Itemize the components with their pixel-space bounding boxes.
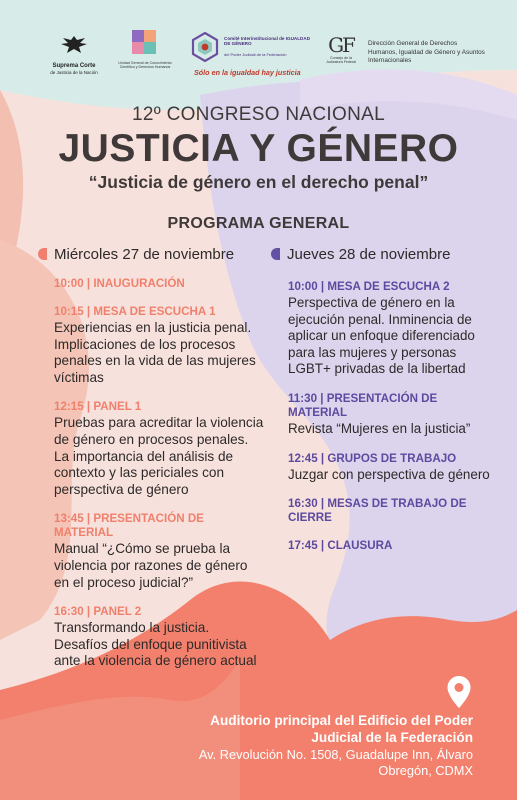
event-time-label: 16:30 | PANEL 2 [54,605,142,619]
ug-logo [116,30,174,70]
event-time-label: 12:45 | GRUPOS DE TRABAJO [288,451,457,465]
event-time-label: 12:15 | PANEL 1 [54,400,142,414]
event-description: Perspectiva de género en la ejecución penal. Inminencia de aplicar un enfoque diferenciado para las mujeres y personas LGBT+ privadas de la libertad [288,295,475,377]
event-time-label: 10:15 | MESA DE ESCUCHA 1 [54,305,216,318]
ug-text: Unidad General de Conocimiento Científico y Derechos Humanos [118,61,172,70]
schedule-item [288,452,498,484]
ug-mark-icon [126,30,164,54]
day-label: Miércoles 27 de noviembre [54,246,235,263]
scjn-subname: de Justicia de la Nación [50,70,98,75]
schedule-item [288,539,498,553]
congress-heading: 12º CONGRESO NACIONAL [132,104,385,125]
event-description: Manual “¿Cómo se prueba la violencia por razones de género en el proceso judicial?” [54,541,248,590]
event-description: Juzgar con perspectiva de género [288,466,490,482]
schedule-item [288,392,498,438]
day-heading-thursday [271,246,450,263]
schedule-wednesday [54,277,266,684]
gf-logo [324,34,358,65]
venue-name: Auditorio principal del Edificio del Poder Judicial de la Federación [210,713,473,745]
day-label: Jueves 28 de noviembre [287,246,451,263]
schedule-item [288,280,498,378]
schedule-item [54,605,266,670]
half-circle-icon [38,248,47,260]
page-subtitle: “Justicia de género en el derecho penal” [88,172,429,192]
schedule-item [54,305,266,386]
schedule-item [54,277,266,291]
schedule-item [54,512,266,591]
venue-address: Av. Revolución No. 1508, Guadalupe Inn, Álvaro Obregón, CDMX [198,747,473,778]
event-description: Transformando la justicia. Desafíos del enfoque punitivista ante la violencia de género actual [54,620,257,669]
cig-logo [190,32,310,80]
event-time-label: 13:45 | PRESENTACIÓN DE MATERIAL [54,512,204,540]
event-description: Experiencias en la justicia penal. Implicaciones de los procesos penales en la vida de las mujeres víctimas [54,320,256,385]
dg-text: Dirección General de Derechos Humanos, Igualdad de Género y Asuntos Internacionales [368,40,485,64]
event-description: Revista “Mujeres en la justicia” [288,420,471,436]
schedule-item [288,497,498,525]
event-description: Pruebas para acreditar la violencia de género en procesos penales. La importancia del análisis de contexto y las periciales con perspectiva de género [54,415,264,497]
scjn-eagle-logo [59,34,89,56]
scjn-name: Suprema Corte [52,63,96,69]
half-circle-icon [271,248,280,260]
cig-slogan: Sólo en la igualdad hay justicia [194,68,301,77]
day-heading-wednesday [38,246,234,263]
venue-info [173,712,473,779]
event-time-label: 16:30 | MESAS DE TRABAJO DE CIERRE [288,497,467,525]
scjn-logo [44,34,104,75]
event-time-label: 10:00 | MESA DE ESCUCHA 2 [288,280,450,293]
gf-text: Consejo de la Judicatura Federal [326,56,356,65]
cig-hex-icon [190,32,220,62]
logo-bar [0,28,517,84]
event-time-label: 10:00 | INAUGURACIÓN [54,277,185,290]
schedule-item [54,400,266,498]
cig-name: Comité Interinstitucional de IGUALDAD DE GÉNERO [224,36,311,47]
program-heading: PROGRAMA GENERAL [167,215,350,232]
page-title: JUSTICIA Y GÉNERO [58,127,459,170]
event-time-label: 11:30 | PRESENTACIÓN DE MATERIAL [288,391,438,419]
cig-subname: del Poder Judicial de la Federación [224,52,287,57]
gf-mark: GF [328,33,354,57]
location-pin-icon [446,675,472,709]
event-time-label: 17:45 | CLAUSURA [288,539,393,553]
schedule-thursday [288,280,498,567]
